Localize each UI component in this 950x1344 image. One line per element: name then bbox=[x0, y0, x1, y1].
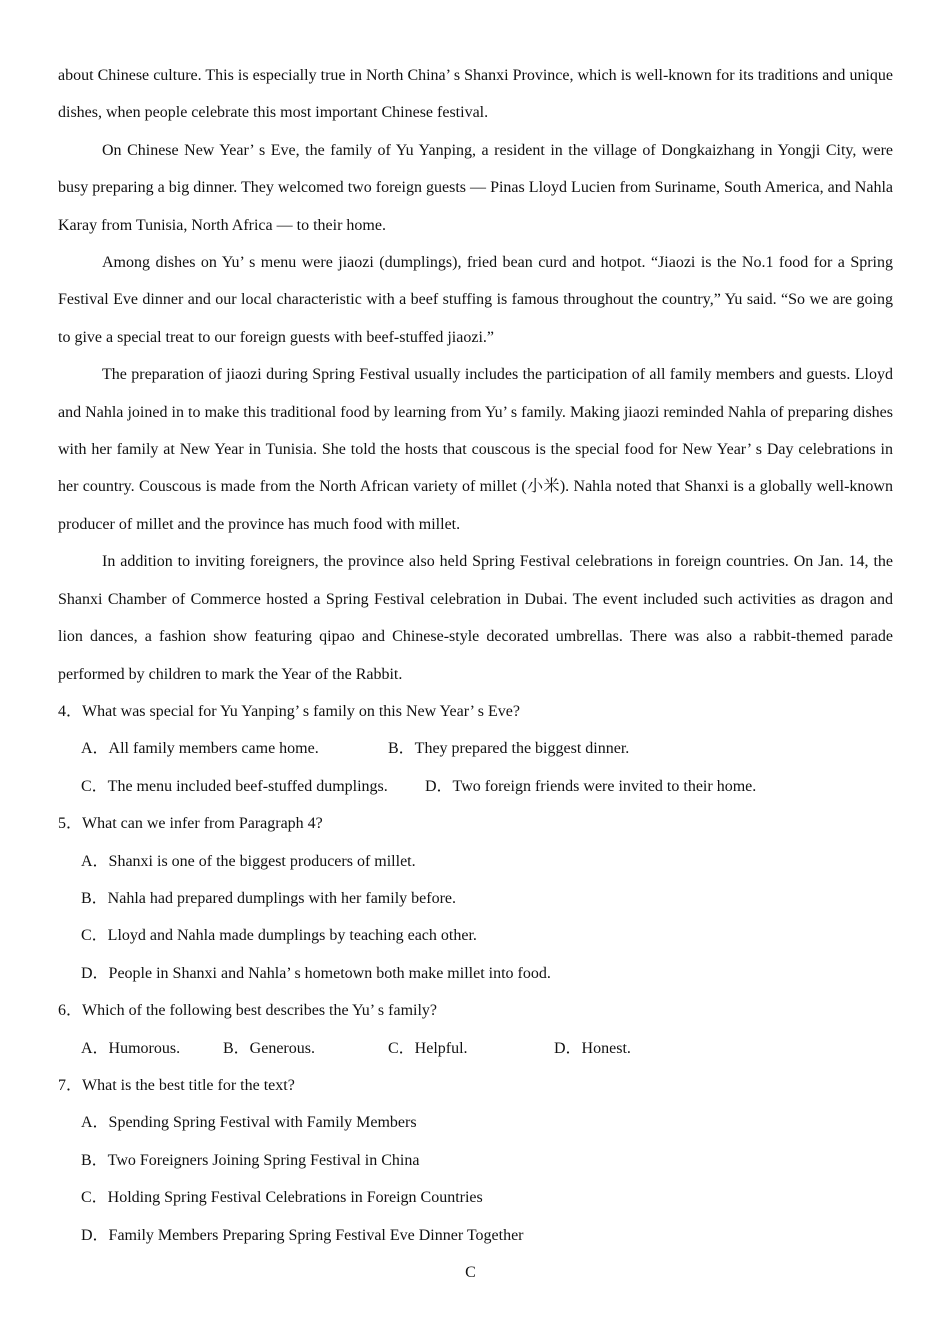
question-4-stem: 4．What was special for Yu Yanping’ s family on this New Year’ s Eve? bbox=[58, 702, 520, 720]
question-5-option-c[interactable]: C．Lloyd and Nahla made dumplings by teaching each other. bbox=[81, 927, 477, 945]
question-5-stem: 5．What can we infer from Paragraph 4? bbox=[58, 815, 323, 833]
question-6-option-a[interactable]: A．Humorous. bbox=[81, 1039, 181, 1057]
question-5-option-d[interactable]: D．People in Shanxi and Nahla’ s hometown both make millet into food. bbox=[81, 964, 551, 982]
question-4-option-a[interactable]: A．All family members came home. bbox=[81, 740, 319, 758]
question-4-option-b[interactable]: B．They prepared the biggest dinner. bbox=[388, 740, 630, 758]
question-6-options-row bbox=[58, 1030, 893, 1067]
question-4-option-c[interactable]: C．The menu included beef-stuffed dumplings. bbox=[81, 777, 388, 795]
question-6-option-b[interactable]: B．Generous. bbox=[223, 1039, 315, 1057]
question-6-option-d[interactable]: D．Honest. bbox=[554, 1039, 631, 1057]
document-page bbox=[58, 57, 893, 1291]
paragraph-2: On Chinese New Year’ s Eve, the family of Yu Yanping, a resident in the village of Dongkaizhang in Yongji City, were busy preparing a big dinner. They welcomed two foreign guests — Pinas Lloyd Lucien from Suriname, South America, and Nahla Karay from Tunisia, North Africa — to their home. bbox=[58, 141, 893, 234]
paragraph-4: The preparation of jiaozi during Spring Festival usually includes the participation of all family members and guests. Lloyd and Nahla joined in to make this traditional food by learning from Yu’ s family. Making jiaozi reminded Nahla of preparing dishes with her family at New Year in Tunisia. She told the hosts that couscous is the special food for New Year’ s Day celebrations in her country. Couscous is made from the North African variety of millet (小米). Nahla noted that Shanxi is a globally well-known producer of millet and the province has much food with millet. bbox=[58, 366, 893, 533]
reading-passage bbox=[58, 57, 893, 693]
question-7-stem: 7．What is the best title for the text? bbox=[58, 1076, 295, 1094]
next-section-heading: C bbox=[465, 1264, 476, 1281]
question-4 bbox=[58, 693, 893, 805]
paragraph-1-continued: about Chinese culture. This is especially true in North China’ s Shanxi Province, which is well-known for its traditions and unique dishes, when people celebrate this most important Chinese festival. bbox=[58, 67, 893, 122]
question-5-option-a[interactable]: A．Shanxi is one of the biggest producers of millet. bbox=[81, 852, 416, 870]
question-7-option-c[interactable]: C．Holding Spring Festival Celebrations in Foreign Countries bbox=[81, 1189, 483, 1207]
question-7-option-b[interactable]: B．Two Foreigners Joining Spring Festival in China bbox=[81, 1151, 420, 1169]
question-5-option-b[interactable]: B．Nahla had prepared dumplings with her family before. bbox=[81, 889, 457, 907]
question-7 bbox=[58, 1067, 893, 1254]
question-4-options-row-1 bbox=[58, 730, 893, 767]
paragraph-3: Among dishes on Yu’ s menu were jiaozi (dumplings), fried bean curd and hotpot. “Jiaozi is the No.1 food for a Spring Festival Eve dinner and our local characteristic with a beef stuffing is famous throughout the country,” Yu said. “So we are going to give a special treat to our foreign guests with beef-stuffed jiaozi.” bbox=[58, 254, 893, 346]
question-6-stem: 6．Which of the following best describes the Yu’ s family? bbox=[58, 1002, 438, 1020]
question-7-option-d[interactable]: D．Family Members Preparing Spring Festival Eve Dinner Together bbox=[81, 1226, 524, 1244]
paragraph-5: In addition to inviting foreigners, the province also held Spring Festival celebrations in foreign countries. On Jan. 14, the Shanxi Chamber of Commerce hosted a Spring Festival celebration in Dubai. The event included such activities as dragon and lion dances, a fashion show featuring qipao and Chinese-style decorated umbrellas. There was also a rabbit-themed parade performed by children to mark the Year of the Rabbit. bbox=[58, 553, 893, 683]
question-6-option-c[interactable]: C．Helpful. bbox=[388, 1039, 468, 1057]
question-6 bbox=[58, 992, 893, 1067]
question-4-options-row-2 bbox=[58, 768, 893, 805]
question-5 bbox=[58, 805, 893, 992]
question-4-option-d[interactable]: D．Two foreign friends were invited to their home. bbox=[425, 777, 757, 795]
question-7-option-a[interactable]: A．Spending Spring Festival with Family Members bbox=[81, 1114, 417, 1132]
